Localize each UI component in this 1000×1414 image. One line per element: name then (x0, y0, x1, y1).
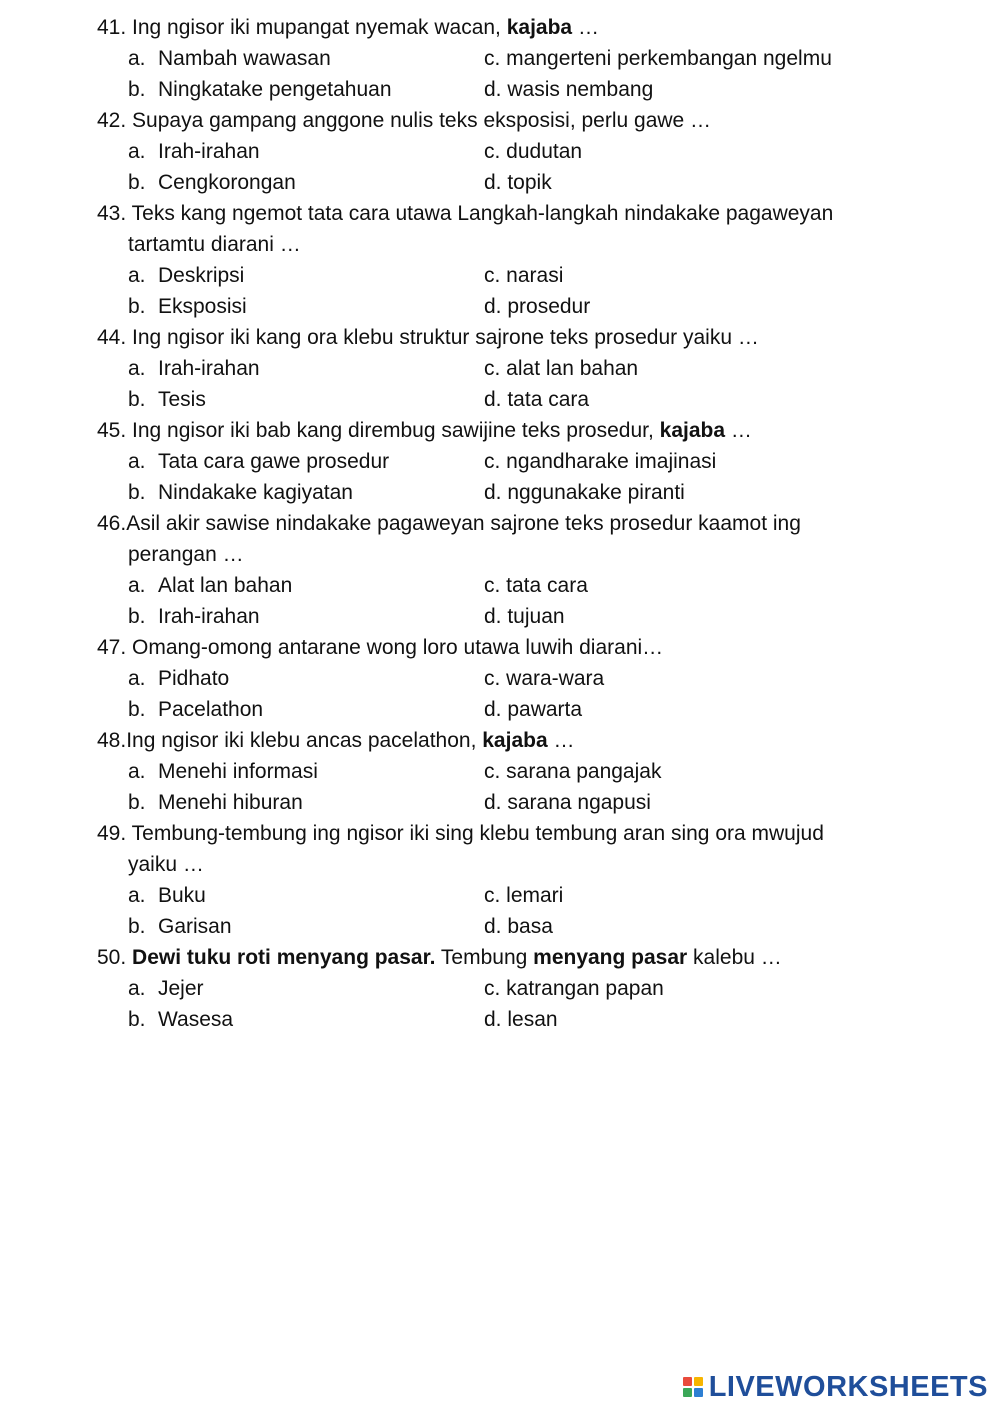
option-text: Buku (158, 884, 206, 907)
answer-options (97, 43, 897, 105)
stem-text: 42. Supaya gampang anggone nulis teks eksposisi, perlu gawe … (97, 109, 712, 132)
option-text: Irah-irahan (158, 357, 260, 380)
option-letter: b. (128, 915, 146, 938)
option-c[interactable]: c. wara-wara (484, 667, 605, 690)
option-b[interactable] (128, 477, 353, 508)
option-letter: b. (128, 295, 146, 318)
option-text: Tesis (158, 388, 206, 411)
liveworksheets-logo-icon (683, 1377, 703, 1397)
option-letter: b. (128, 481, 146, 504)
answer-options (97, 260, 897, 322)
option-letter: a. (128, 264, 146, 287)
option-text: Tata cara gawe prosedur (158, 450, 390, 473)
option-letter: a. (128, 574, 146, 597)
option-c[interactable]: c. dudutan (484, 140, 583, 163)
question-stem-continued: tartamtu diarani … (128, 233, 301, 256)
option-c[interactable]: c. ngandharake imajinasi (484, 450, 717, 473)
question-stem (97, 12, 897, 43)
question-block (97, 942, 897, 1035)
option-d[interactable]: d. nggunakake piranti (484, 481, 685, 504)
question-block (97, 12, 897, 105)
option-b[interactable] (128, 911, 232, 942)
stem-text: … (725, 419, 752, 442)
option-d[interactable]: d. lesan (484, 1008, 558, 1031)
option-c[interactable]: c. mangerteni perkembangan ngelmu (484, 47, 832, 70)
option-text: Menehi informasi (158, 760, 318, 783)
answer-options (97, 880, 897, 942)
option-letter: a. (128, 884, 146, 907)
option-a[interactable] (128, 353, 260, 384)
question-stem (97, 632, 897, 663)
option-letter: a. (128, 667, 146, 690)
stem-text: kalebu … (687, 946, 782, 969)
option-text: Deskripsi (158, 264, 245, 287)
option-a[interactable] (128, 570, 292, 601)
option-text: Nambah wawasan (158, 47, 331, 70)
option-c[interactable]: c. alat lan bahan (484, 357, 639, 380)
question-stem-continued: yaiku … (128, 853, 204, 876)
option-letter: a. (128, 47, 146, 70)
option-text: Eksposisi (158, 295, 247, 318)
stem-text: 50. (97, 946, 133, 969)
option-d[interactable]: d. sarana ngapusi (484, 791, 651, 814)
option-text: Menehi hiburan (158, 791, 303, 814)
option-c[interactable]: c. tata cara (484, 574, 588, 597)
option-text: Pacelathon (158, 698, 264, 721)
answer-options (97, 973, 897, 1035)
option-a[interactable] (128, 136, 260, 167)
stem-bold-text: kajaba (482, 729, 548, 752)
option-b[interactable] (128, 167, 296, 198)
option-text: Cengkorongan (158, 171, 296, 194)
option-a[interactable] (128, 973, 204, 1004)
option-a[interactable] (128, 756, 318, 787)
option-a[interactable] (128, 43, 331, 74)
option-letter: b. (128, 791, 146, 814)
question-stem (97, 198, 897, 229)
stem-bold-text: menyang pasar (533, 946, 688, 969)
option-a[interactable] (128, 260, 244, 291)
question-block (97, 818, 897, 942)
stem-bold-text: Dewi tuku roti menyang pasar. (132, 946, 436, 969)
option-letter: a. (128, 977, 146, 1000)
option-d[interactable]: d. prosedur (484, 295, 591, 318)
stem-text: 45. Ing ngisor iki bab kang dirembug sawijine teks prosedur, (97, 419, 660, 442)
option-text: Nindakake kagiyatan (158, 481, 353, 504)
question-block (97, 322, 897, 415)
stem-text: … (572, 16, 599, 39)
question-block (97, 198, 897, 322)
question-stem (97, 725, 897, 756)
option-b[interactable] (128, 694, 263, 725)
stem-text: 41. Ing ngisor iki mupangat nyemak wacan, (97, 16, 507, 39)
option-a[interactable] (128, 663, 229, 694)
option-b[interactable] (128, 1004, 233, 1035)
option-text: Ningkatake pengetahuan (158, 78, 392, 101)
question-block (97, 725, 897, 818)
answer-options (97, 446, 897, 508)
question-stem (97, 942, 897, 973)
option-d[interactable]: d. topik (484, 171, 552, 194)
question-stem (97, 322, 897, 353)
question-block (97, 632, 897, 725)
liveworksheets-logo (683, 1370, 988, 1404)
stem-text: … (547, 729, 575, 752)
option-text: Irah-irahan (158, 605, 260, 628)
option-text: Pidhato (158, 667, 230, 690)
option-text: Jejer (158, 977, 204, 1000)
stem-text: 44. Ing ngisor iki kang ora klebu struktur sajrone teks prosedur yaiku … (97, 326, 759, 349)
logo-text: LIVEWORKSHEETS (708, 1370, 988, 1403)
option-letter: b. (128, 698, 146, 721)
option-text: Irah-irahan (158, 140, 260, 163)
option-c[interactable]: c. narasi (484, 264, 564, 287)
option-letter: b. (128, 1008, 146, 1031)
question-block (97, 415, 897, 508)
stem-text: Tembung (435, 946, 534, 969)
option-letter: a. (128, 357, 146, 380)
option-text: Garisan (158, 915, 232, 938)
question-block (97, 105, 897, 198)
option-d[interactable]: d. wasis nembang (484, 78, 654, 101)
option-text: Alat lan bahan (158, 574, 293, 597)
stem-text: 48.Ing ngisor iki klebu ancas pacelathon, (97, 729, 483, 752)
answer-options (97, 663, 897, 725)
option-letter: a. (128, 450, 146, 473)
question-stem (97, 415, 897, 446)
stem-bold-text: kajaba (506, 16, 573, 39)
option-d[interactable]: d. tujuan (484, 605, 565, 628)
option-a[interactable] (128, 880, 206, 911)
option-c[interactable]: c. lemari (484, 884, 564, 907)
question-stem (97, 105, 897, 136)
option-b[interactable] (128, 74, 392, 105)
question-stem-continued: perangan … (128, 543, 244, 566)
answer-options (97, 353, 897, 415)
option-letter: b. (128, 388, 146, 411)
option-b[interactable] (128, 291, 247, 322)
option-b[interactable] (128, 384, 206, 415)
option-b[interactable] (128, 601, 260, 632)
option-a[interactable] (128, 446, 389, 477)
answer-options (97, 570, 897, 632)
answer-options (97, 756, 897, 818)
question-stem (97, 508, 897, 539)
question-stem (97, 818, 897, 849)
option-letter: b. (128, 171, 146, 194)
option-b[interactable] (128, 787, 303, 818)
stem-bold-text: kajaba (659, 419, 726, 442)
stem-text: 46.Asil akir sawise nindakake pagaweyan sajrone teks prosedur kaamot ing (97, 512, 801, 535)
question-block (97, 508, 897, 632)
option-letter: b. (128, 605, 146, 628)
option-c[interactable]: c. sarana pangajak (484, 760, 662, 783)
option-c[interactable]: c. katrangan papan (484, 977, 664, 1000)
option-letter: b. (128, 78, 146, 101)
worksheet-page (97, 12, 897, 1035)
stem-text: 43. Teks kang ngemot tata cara utawa Langkah-langkah nindakake pagaweyan (97, 202, 834, 225)
option-d[interactable]: d. pawarta (484, 698, 583, 721)
option-d[interactable]: d. basa (484, 915, 553, 938)
option-letter: a. (128, 760, 146, 783)
answer-options (97, 136, 897, 198)
stem-text: 47. Omang-omong antarane wong loro utawa luwih diarani… (97, 636, 664, 659)
option-d[interactable]: d. tata cara (484, 388, 590, 411)
stem-text: 49. Tembung-tembung ing ngisor iki sing klebu tembung aran sing ora mwujud (97, 822, 824, 845)
option-letter: a. (128, 140, 146, 163)
option-text: Wasesa (158, 1008, 234, 1031)
